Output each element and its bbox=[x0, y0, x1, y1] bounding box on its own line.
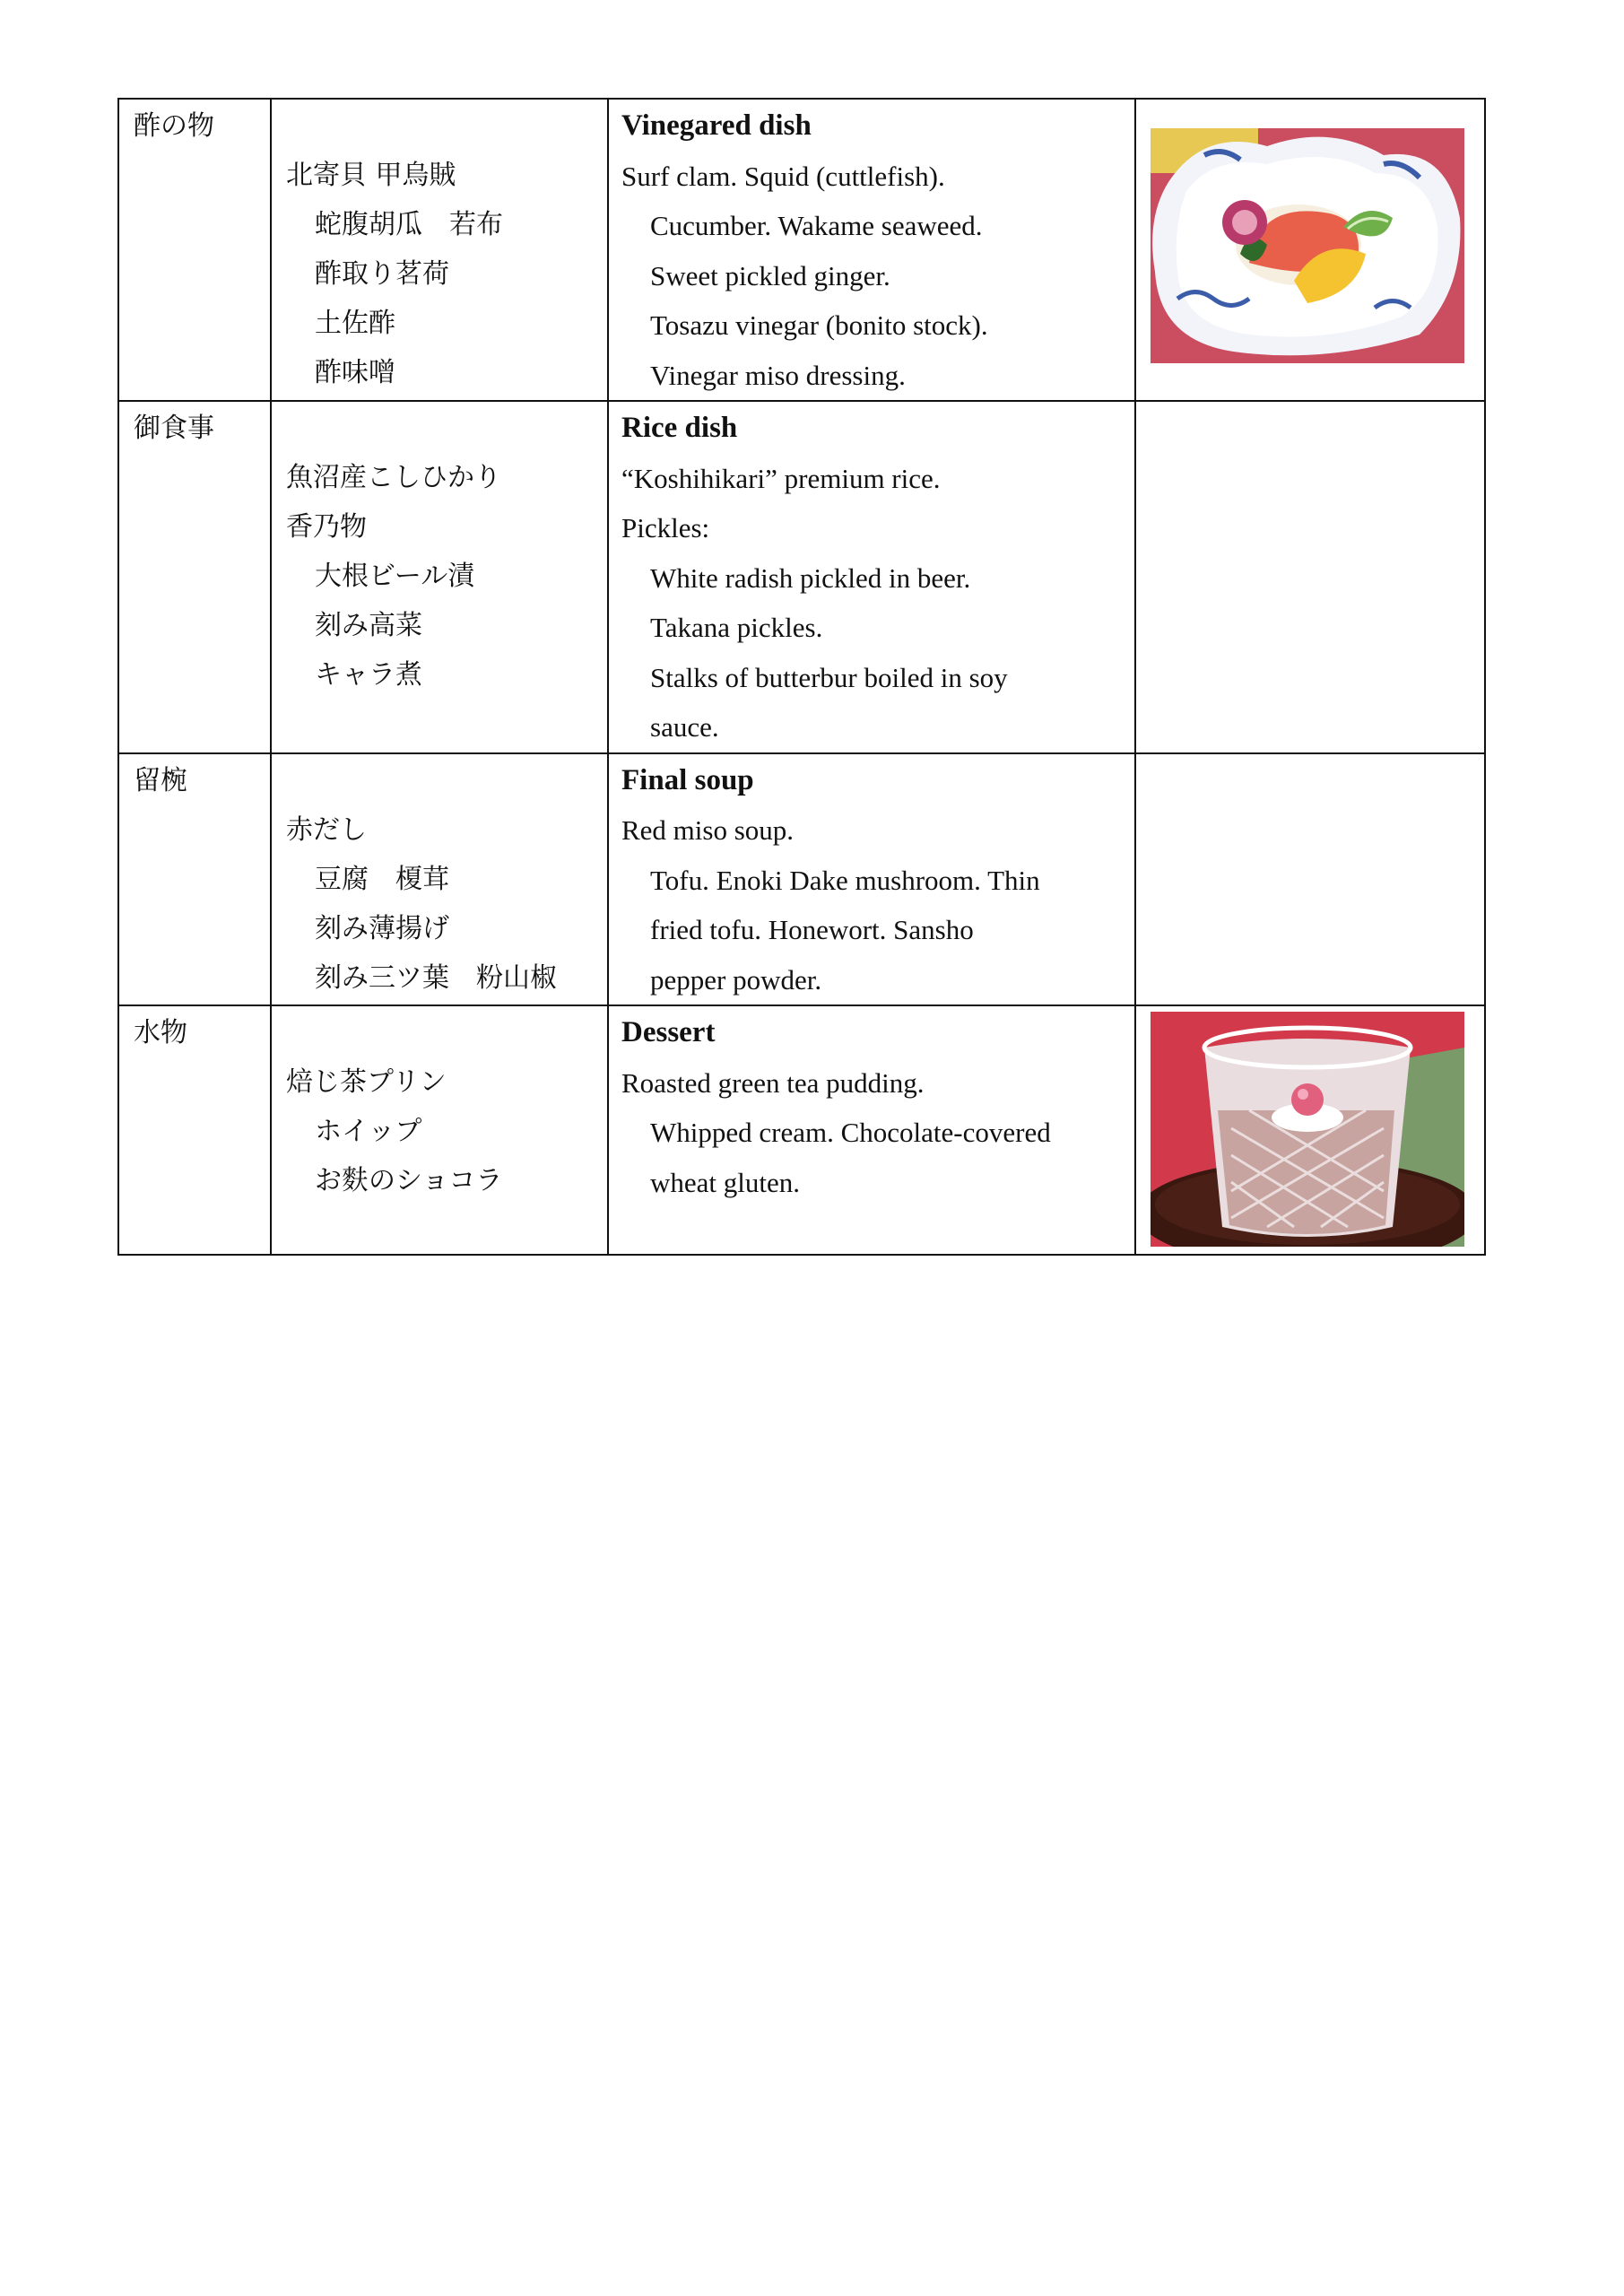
course-name: 留椀 bbox=[134, 764, 187, 796]
jp-item: 蛇腹胡瓜 若布 bbox=[315, 209, 503, 240]
jp-item: 刻み薄揚げ bbox=[315, 912, 449, 944]
jp-item: ホイップ bbox=[315, 1116, 422, 1147]
english-items-cell bbox=[608, 753, 1135, 1006]
menu-table bbox=[117, 98, 1486, 1256]
japanese-items-cell bbox=[271, 401, 608, 753]
jp-item: 酢味噌 bbox=[315, 357, 395, 388]
table-row bbox=[118, 1005, 1485, 1255]
course-cell bbox=[118, 99, 271, 401]
english-items-cell bbox=[608, 99, 1135, 401]
en-item: pepper powder. bbox=[650, 963, 822, 996]
en-item: Surf clam. Squid (cuttlefish). bbox=[621, 160, 945, 192]
menu-page bbox=[117, 98, 1484, 1256]
en-item: Cucumber. Wakame seaweed. bbox=[650, 210, 983, 241]
table-row bbox=[118, 99, 1485, 401]
course-name: 酢の物 bbox=[134, 110, 214, 142]
en-item: Tofu. Enoki Dake mushroom. Thin bbox=[650, 864, 1040, 896]
dish-title: Vinegared dish bbox=[621, 109, 812, 142]
en-item: White radish pickled in beer. bbox=[650, 561, 971, 594]
en-item: fried tofu. Honewort. Sansho bbox=[650, 914, 974, 945]
jp-item: 大根ビール漬 bbox=[315, 561, 475, 592]
jp-item: 刻み高菜 bbox=[315, 610, 422, 641]
photo-cell-empty bbox=[1135, 401, 1485, 753]
jp-item: 豆腐 榎茸 bbox=[315, 863, 449, 895]
en-item: Tosazu vinegar (bonito stock). bbox=[650, 309, 988, 341]
table-row bbox=[118, 401, 1485, 753]
course-name: 御食事 bbox=[134, 413, 214, 444]
jp-item: 魚沼産こしひかり bbox=[286, 462, 501, 493]
en-item: Takana pickles. bbox=[650, 612, 823, 643]
dish-title: Rice dish bbox=[621, 412, 738, 444]
en-item: wheat gluten. bbox=[650, 1166, 801, 1198]
jp-item: キャラ煮 bbox=[315, 659, 422, 691]
en-item: “Koshihikari” premium rice. bbox=[621, 462, 941, 494]
jp-item: 刻み三ツ葉 粉山椒 bbox=[315, 961, 557, 994]
jp-item: 土佐酢 bbox=[315, 308, 395, 339]
course-cell bbox=[118, 1005, 271, 1255]
course-cell bbox=[118, 753, 271, 1006]
dessert-photo bbox=[1151, 1012, 1464, 1247]
jp-item: 香乃物 bbox=[286, 511, 367, 543]
en-item: Stalks of butterbur boiled in soy bbox=[650, 661, 1008, 693]
jp-item: 焙じ茶プリン bbox=[286, 1066, 447, 1098]
course-cell bbox=[118, 401, 271, 753]
en-item: Whipped cream. Chocolate-covered bbox=[650, 1117, 1051, 1148]
jp-item: 赤だし bbox=[286, 813, 367, 846]
en-item: Sweet pickled ginger. bbox=[650, 259, 890, 291]
dish-title: Dessert bbox=[621, 1016, 716, 1048]
en-item: Pickles: bbox=[621, 512, 710, 544]
dish-title: Final soup bbox=[621, 763, 754, 796]
vinegared-dish-photo bbox=[1151, 128, 1464, 363]
en-item: Red miso soup. bbox=[621, 814, 795, 846]
english-items-cell bbox=[608, 401, 1135, 753]
en-item: Roasted green tea pudding. bbox=[621, 1066, 925, 1099]
japanese-items-cell bbox=[271, 99, 608, 401]
en-item: sauce. bbox=[650, 711, 719, 743]
course-name: 水物 bbox=[134, 1017, 187, 1048]
photo-cell bbox=[1135, 1005, 1485, 1255]
jp-item: お麩のショコラ bbox=[315, 1165, 503, 1196]
photo-cell bbox=[1135, 99, 1485, 401]
english-items-cell bbox=[608, 1005, 1135, 1255]
japanese-items-cell bbox=[271, 753, 608, 1006]
photo-cell-empty bbox=[1135, 753, 1485, 1006]
jp-item: 酢取り茗荷 bbox=[315, 258, 449, 290]
table-row bbox=[118, 753, 1485, 1006]
en-item: Vinegar miso dressing. bbox=[650, 359, 906, 391]
japanese-items-cell bbox=[271, 1005, 608, 1255]
jp-item: 北寄貝 甲烏賊 bbox=[286, 160, 456, 191]
